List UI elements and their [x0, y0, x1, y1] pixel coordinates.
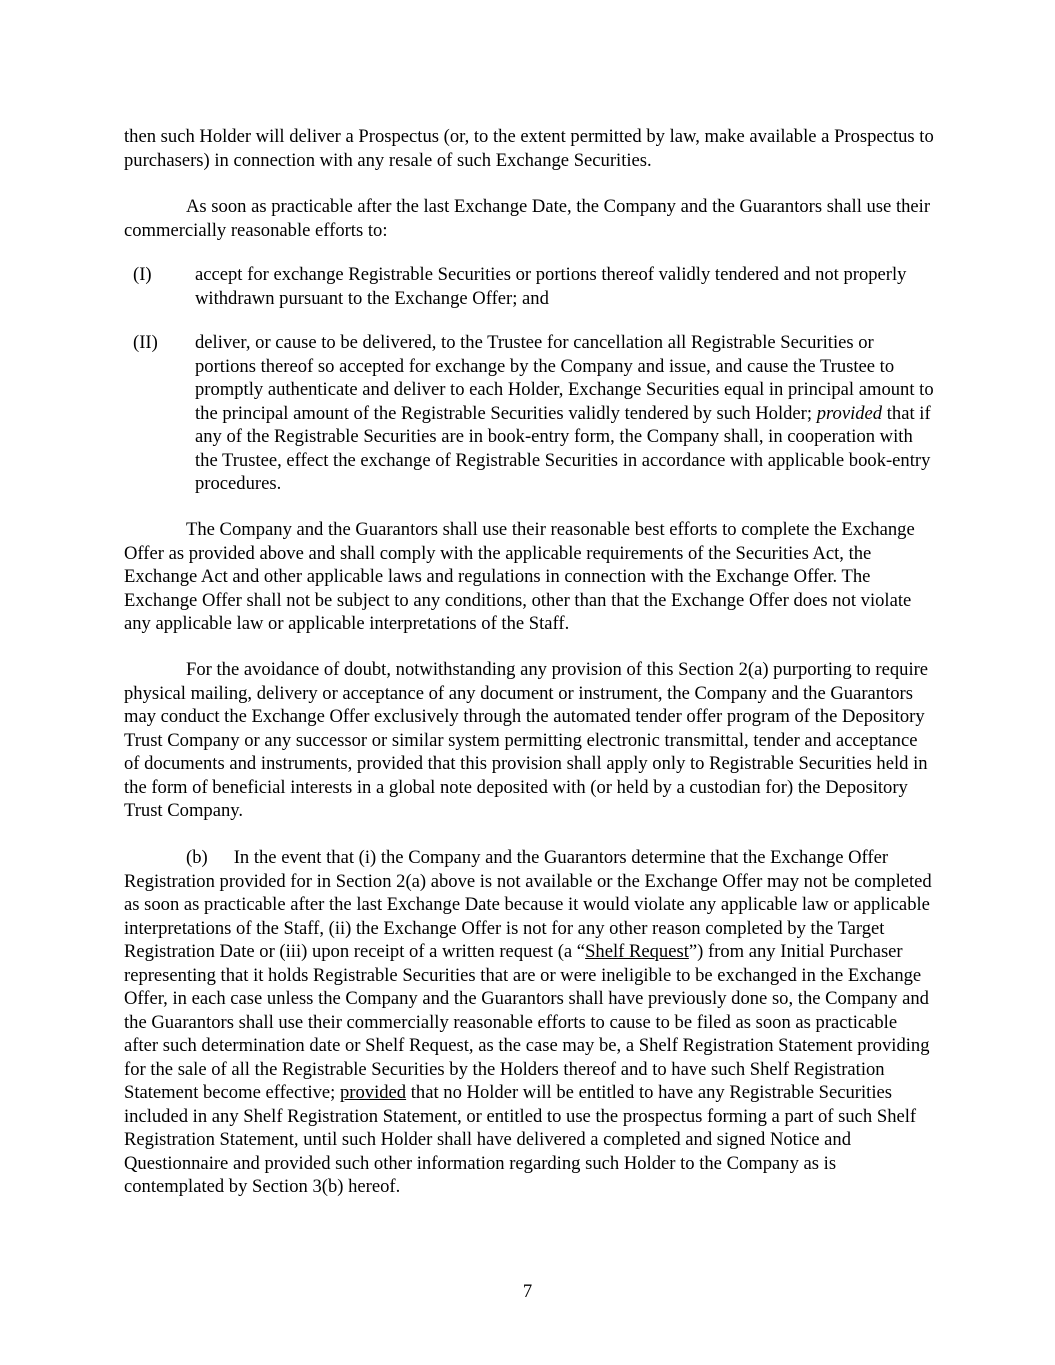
section-label: (b)	[186, 847, 208, 868]
paragraph-prospectus-delivery: then such Holder will deliver a Prospectus (or, to the extent permitted by law, make available a Prospectus to purchasers) in connection with any resale of such Exchange Securities.	[124, 126, 934, 171]
text-run: that no Holder will be entitled to have any Registrable Securities included in any Shelf Registration Statement, or entitled to use the prospectus forming a part of such Shelf Registration Statement, until such Holder shall have delivered a completed and signed Notice and Questionnaire and provided such other information regarding such Holder to the Company as is contemplated by Section 3(b) hereof.	[124, 1082, 917, 1197]
underline-provided: provided	[339, 1082, 407, 1103]
list-item-label: (I)	[133, 264, 152, 285]
text-run: ”) from any Initial Purchaser representing that it holds Registrable Securities that are or were ineligible to be exchanged in the Exchange Offer, in each case unless the Company and the Guarantors shall have previously done so, the Company and the Guarantors shall use their commercially reasonable efforts to cause to be filed as soon as practicable after such determination date or Shelf Request, as the case may be, a Shelf Registration Statement providing for the sale of all the Registrable Securities by the Holders thereof and to have such Shelf Registration Statement become effective;	[124, 941, 930, 1103]
list-item-text: accept for exchange Registrable Securities or portions thereof validly tendered and not properly withdrawn pursuant to the Exchange Offer; and	[195, 264, 907, 309]
paragraph-avoidance-of-doubt: For the avoidance of doubt, notwithstanding any provision of this Section 2(a) purporting to require physical mailing, delivery or acceptance of any document or instrument, the Company and the Guarantors may conduct the Exchange Offer exclusively through the automated tender offer program of the Depository Trust Company or any successor or similar system permitting electronic transmittal, tender and acceptance of documents and instruments, provided that this provision shall apply only to Registrable Securities held in the form of beneficial interests in a global note deposited with (or held by a custodian for) the Depository Trust Company.	[124, 659, 929, 821]
paragraph-section-b	[124, 846, 934, 1199]
paragraph-complete-exchange: The Company and the Guarantors shall use their reasonable best efforts to complete the Exchange Offer as provided above and shall comply with the applicable requirements of the Securities Act, the Exchange Act and other applicable laws and regulations in connection with the Exchange Offer. The Exchange Offer shall not be subject to any conditions, other than that the Exchange Offer does not violate any applicable law or applicable interpretations of the Staff.	[124, 519, 915, 634]
list-item-text	[195, 331, 934, 496]
paragraph-exchange-efforts: As soon as practicable after the last Exchange Date, the Company and the Guarantors shall use their commercially reasonable efforts to:	[124, 196, 931, 241]
defined-term-shelf-request: Shelf Request	[585, 941, 689, 962]
list-item-deliver	[124, 331, 934, 496]
text-run: deliver, or cause to be delivered, to the Trustee for cancellation all Registrable Securities or portions thereof so accepted for exchange by the Company and issue, and cause the Trustee to promptly authenticate and deliver to each Holder, Exchange Securities equal in principal amount to the principal amount of the Registrable Securities validly tendered by such Holder;	[195, 332, 934, 424]
list-item-label: (II)	[133, 332, 158, 353]
text-run: In the event that (i) the Company and the Guarantors determine that the Exchange Offer Registration provided for in Section 2(a) above is not available or the Exchange Offer may not be completed as soon as practicable after the last Exchange Date because it would violate any applicable law or applicable interpretations of the Staff, (ii) the Exchange Offer is not for any other reason completed by the Target Registration Date or (iii) upon receipt of a written request (a “	[124, 847, 932, 962]
text-run: that if any of the Registrable Securities are in book-entry form, the Company shall, in cooperation with the Trustee, effect the exchange of Registrable Securities in accordance with applicable book-entry procedures.	[195, 402, 931, 494]
page-number: 7	[522, 1281, 533, 1302]
list-item-accept	[124, 263, 934, 310]
italic-provided: provided	[816, 402, 883, 424]
